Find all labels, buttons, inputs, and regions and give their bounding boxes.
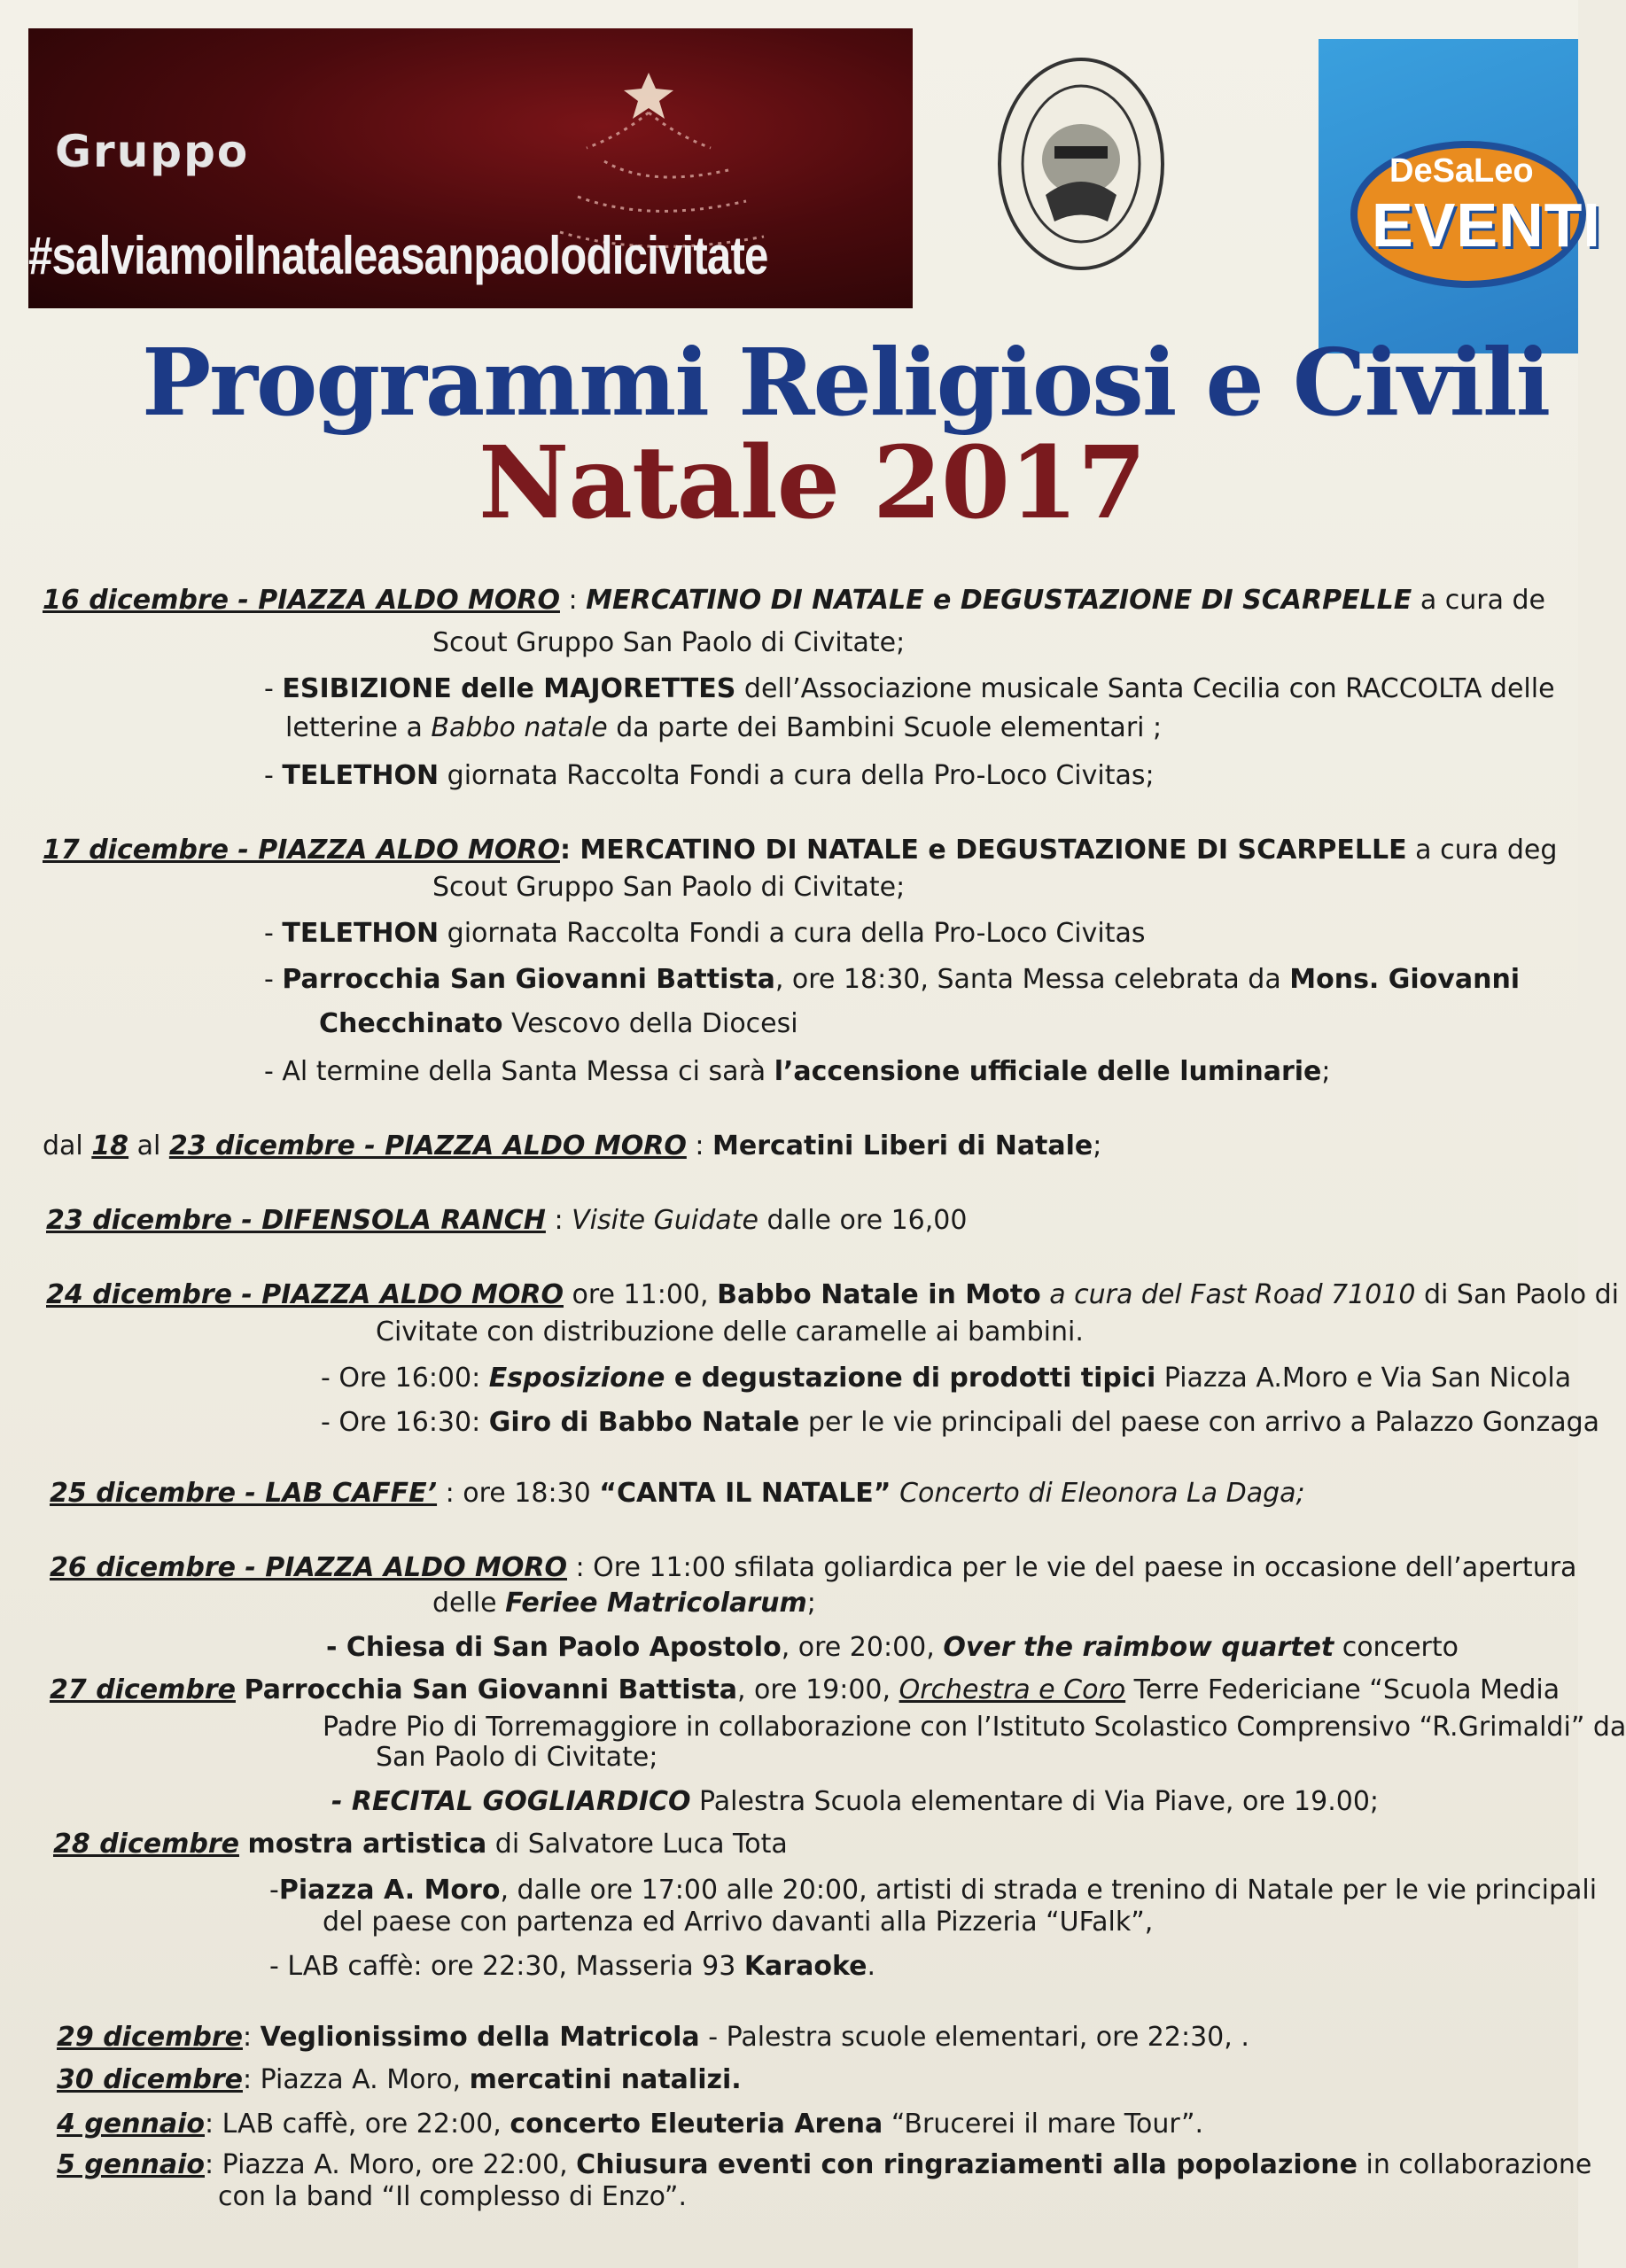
entry-text: Checchinato [319,1008,503,1039]
entry-text: ; [806,1588,816,1619]
entry-text: Orchestra e Coro [899,1674,1126,1705]
entry-text: “Brucerei il mare Tour”. [883,2109,1204,2140]
entry-line [331,1786,1379,1818]
entry-text: l’accensione ufficiale delle luminarie [774,1056,1322,1087]
entry-text: TELETHON [282,760,440,791]
entry-text: - [264,760,283,791]
entry-text: giornata Raccolta Fondi a cura della Pro-Loco Civitas [439,918,1146,949]
entry-text: ESIBIZIONE delle MAJORETTES [282,673,736,704]
entry-date: 25 dicembre - LAB CAFFE’ [50,1478,438,1509]
entry-text: Concerto di Eleonora La Daga; [891,1478,1305,1509]
entry-text: a cura de [1412,585,1545,616]
entry-text: per le vie principali del paese con arrivo a Palazzo Gonzaga [799,1407,1599,1438]
entry-text: Chiusura eventi con ringraziamenti alla popolazione [576,2149,1358,2180]
entry-text: giornata Raccolta Fondi a cura della Pro-Loco Civitas; [439,760,1155,791]
entry-text: a cura deg [1406,835,1558,866]
entry-date: 5 gennaio [57,2149,205,2180]
entry-text: : [545,1205,572,1236]
entry-text: : Piazza A. Moro, [242,2064,470,2095]
entry-line [432,1588,816,1619]
entry-30-dicembre [57,2064,742,2096]
entry-text: , ore 18:30, Santa Messa celebrata da [774,964,1290,995]
entry-text: - Palestra scuole elementari, ore 22:30, . [699,2022,1249,2053]
entry-text: Mercatini Liberi di Natale [712,1130,1093,1161]
entry-text: Piazza A.Moro e Via San Nicola [1155,1363,1572,1394]
entry-text: Mons. Giovanni [1289,964,1521,995]
entry-date: 17 dicembre - PIAZZA ALDO MORO [43,835,560,866]
entry-text: letterine a [285,712,432,743]
entry-text: Palestra Scuola elementare di Via Piave, ore 19.00; [690,1786,1380,1817]
entry-text: : [686,1130,713,1161]
entry-text: - [269,1875,279,1906]
entry-date: 29 dicembre [57,2022,243,2053]
entry-text [239,1829,248,1860]
entry-text: ; [1321,1056,1331,1087]
entry-line: Scout Gruppo San Paolo di Civitate; [432,872,906,903]
entry-line [321,1407,1599,1439]
entry-text: di San Paolo di [1415,1279,1619,1310]
entry-text: - LAB caffè: ore 22:30, Masseria 93 [269,1951,744,1982]
group-hashtag: #salviamoilnataleasanpaolodicivitate [28,226,768,285]
entry-text: MERCATINO DI NATALE e DEGUSTAZIONE DI SCARPELLE [586,585,1412,616]
entry-29-dicembre [57,2022,1249,2054]
entry-text: : ore 18:30 [437,1478,600,1509]
entry-date: 24 dicembre - PIAZZA ALDO MORO [46,1279,564,1310]
entry-18-23-dicembre [43,1130,1101,1162]
entry-text: dal [43,1130,92,1161]
entry-5-gennaio [57,2149,1591,2181]
entry-line [264,964,1520,996]
entry-text: ; [1093,1130,1102,1161]
entry-text: da parte dei Bambini Scuole elementari ; [607,712,1163,743]
entry-text: - Chiesa di San Paolo Apostolo [326,1632,782,1663]
entry-line [269,1951,875,1983]
entry-line [264,1056,1331,1088]
entry-text: Terre Federiciane “Scuola Media [1125,1674,1560,1705]
entry-line: Scout Gruppo San Paolo di Civitate; [432,627,906,658]
entry-text: - [264,918,283,949]
group-banner [28,28,913,308]
desaleo-eventi-logo [1319,39,1601,353]
entry-text: - Ore 16:30: [321,1407,489,1438]
entry-date: 23 dicembre - PIAZZA ALDO MORO [168,1130,687,1161]
entry-text: - Al termine della Santa Messa ci sarà [264,1056,774,1087]
entry-27-dicembre [50,1674,1560,1706]
entry-text: Veglionissimo della Matricola [260,2022,700,2053]
entry-text: Over the raimbow quartet [943,1632,1334,1663]
logo-eventi: EVENTI [1372,190,1601,260]
entry-line [264,673,1555,705]
entry-line [285,712,1162,744]
entry-date: 23 dicembre - DIFENSOLA RANCH [46,1205,546,1236]
entry-text: Visite Guidate [572,1205,759,1236]
entry-text: - Ore 16:00: [321,1363,489,1394]
entry-25-dicembre [50,1478,1305,1510]
entry-text [236,1674,245,1705]
entry-text: concerto [1334,1632,1459,1663]
entry-23-dicembre [46,1205,967,1237]
entry-text: dalle ore 16,00 [758,1205,968,1236]
entry-line: Civitate con distribuzione delle caramelle ai bambini. [376,1317,1084,1348]
entry-date: 26 dicembre - PIAZZA ALDO MORO [50,1552,567,1583]
entry-text: : Ore 11:00 sfilata goliardica per le vie del paese in occasione dell’apertura [566,1552,1577,1583]
entry-text: Parrocchia San Giovanni Battista [244,1674,737,1705]
entry-16-dicembre [43,585,1545,617]
entry-text: e degustazione di prodotti tipici [665,1363,1156,1394]
entry-text: ore 11:00, [563,1279,718,1310]
entry-date: 4 gennaio [57,2109,205,2140]
entry-text: : LAB caffè, ore 22:00, [205,2109,510,2140]
entry-text: Parrocchia San Giovanni Battista [282,964,775,995]
entry-text: TELETHON [282,918,440,949]
entry-text: , ore 20:00, [781,1632,944,1663]
entry-text: delle [432,1588,506,1619]
entry-text: Karaoke [743,1951,867,1982]
entry-text: a cura del Fast Road 71010 [1040,1279,1416,1310]
entry-text: : [242,2022,261,2053]
entry-text: mostra artistica [247,1829,487,1860]
title-line-2: Natale 2017 [478,425,1146,541]
entry-text: Feriee Matricolarum [505,1588,807,1619]
entry-4-gennaio [57,2109,1203,2140]
entry-line: con la band “Il complesso di Enzo”. [218,2181,687,2212]
entry-date: 16 dicembre - PIAZZA ALDO MORO [43,585,560,616]
entry-text: dell’Associazione musicale Santa Cecilia con RACCOLTA delle [735,673,1555,704]
entry-line [269,1875,1597,1907]
entry-17-dicembre [43,835,1557,866]
entry-text: in collaborazione [1357,2149,1592,2180]
entry-line [319,1008,798,1040]
entry-text: mercatini natalizi. [469,2064,742,2095]
entry-date: 30 dicembre [57,2064,243,2095]
entry-date: 28 dicembre [53,1829,239,1860]
entry-text: Babbo Natale in Moto [717,1279,1041,1310]
entry-text: : [559,585,587,616]
town-seal-icon [992,53,1170,275]
group-label: Gruppo [55,126,250,177]
entry-line [326,1632,1459,1664]
entry-text: Vescovo della Diocesi [502,1008,798,1039]
entry-text: : Piazza A. Moro, ore 22:00, [205,2149,577,2180]
entry-line: del paese con partenza ed Arrivo davanti alla Pizzeria “UFalk”, [323,1907,1154,1938]
entry-text: Babbo natale [431,712,608,743]
entry-text: concerto Eleuteria Arena [510,2109,883,2140]
entry-text: - [264,673,283,704]
entry-text: - RECITAL GOGLIARDICO [331,1786,691,1817]
entry-text: . [867,1951,876,1982]
entry-text: - [264,964,283,995]
entry-line [321,1363,1571,1394]
entry-line [264,918,1146,950]
entry-text: Esposizione [488,1363,665,1394]
entry-text: : MERCATINO DI NATALE e DEGUSTAZIONE DI SCARPELLE [559,835,1407,866]
entry-date: 18 [91,1130,129,1161]
entry-24-dicembre [46,1279,1619,1311]
entry-date: 27 dicembre [50,1674,236,1705]
logo-text: DeSaLeo [1389,152,1534,190]
entry-text: al [128,1130,169,1161]
entry-text: di Salvatore Luca Tota [486,1829,788,1860]
entry-line: San Paolo di Civitate; [376,1742,658,1773]
entry-text: , ore 19:00, [736,1674,899,1705]
title-line-1: Programmi Religiosi e Civili [142,328,1550,437]
entry-text: “CANTA IL NATALE” [599,1478,891,1509]
entry-26-dicembre [50,1552,1576,1584]
entry-text: Giro di Babbo Natale [488,1407,800,1438]
entry-text: Piazza A. Moro [278,1875,501,1906]
entry-28-dicembre [53,1829,788,1860]
entry-text: , dalle ore 17:00 alle 20:00, artisti di strada e trenino di Natale per le vie principali [500,1875,1598,1906]
entry-line: Padre Pio di Torremaggiore in collaborazione con l’Istituto Scolastico Comprensivo “R.Grimaldi” da [323,1712,1626,1743]
entry-line [264,760,1155,792]
